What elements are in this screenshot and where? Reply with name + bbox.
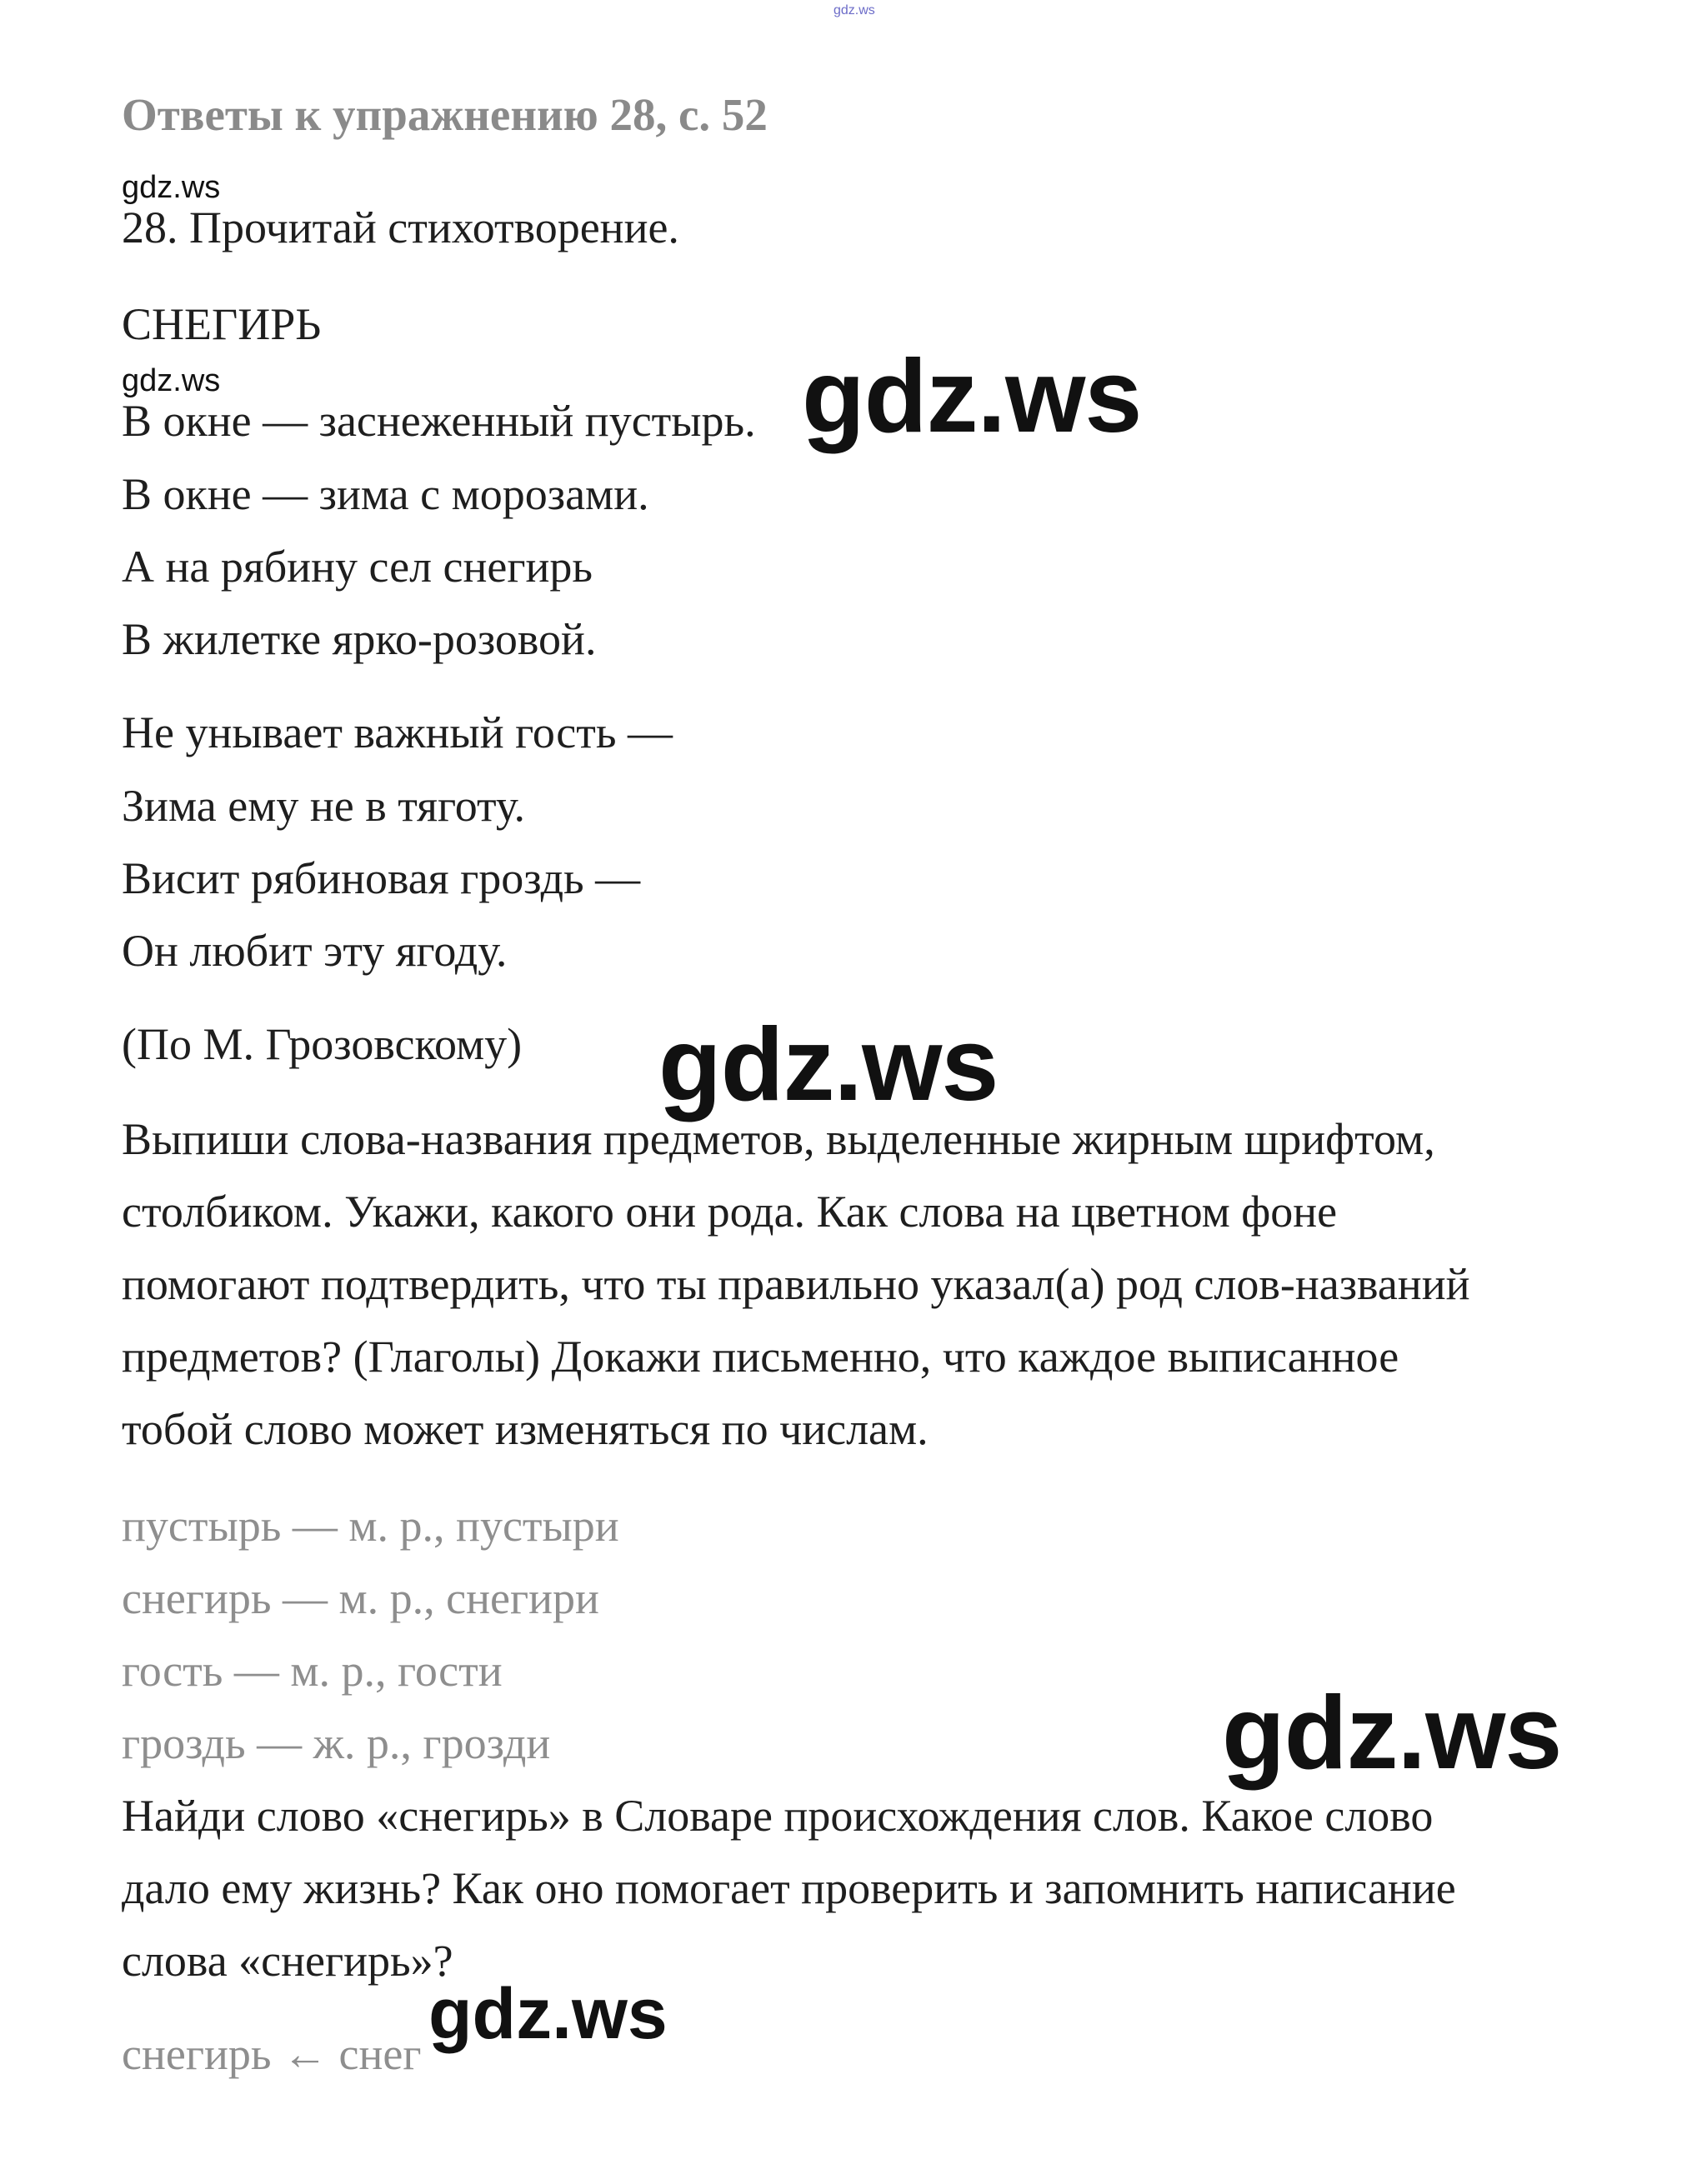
poem-line: Не унывает важный гость — (122, 707, 673, 757)
task-text-line: помогают подтвердить, что ты правильно указал(а) род слов-названий (122, 1259, 1470, 1309)
poem-line: В окне — зима с морозами. (122, 469, 649, 519)
poem-title: СНЕГИРЬ (122, 299, 322, 349)
exercise-heading: 28. Прочитай стихотворение. (122, 202, 679, 252)
page-title: Ответы к упражнению 28, с. 52 (122, 89, 768, 140)
task-text-line: слова «снегирь»? (122, 1936, 453, 1986)
answer-line: пустырь — м. р., пустыри (122, 1501, 619, 1551)
task-text-line: дало ему жизнь? Как оно помогает проверить и запомнить написание (122, 1863, 1456, 1913)
poem-line: В окне — заснеженный пустырь. (122, 396, 756, 446)
watermark-small: gdz.ws (122, 363, 221, 398)
answer-line: снегирь ← снег (122, 2029, 422, 2079)
task-text-line: Найди слово «снегирь» в Словаре происхождения слов. Какое слово (122, 1791, 1434, 1841)
watermark-large: gdz.ws (658, 1007, 999, 1122)
poem-line: В жилетке ярко-розовой. (122, 614, 597, 664)
watermark-small: gdz.ws (122, 170, 221, 205)
watermark-large: gdz.ws (1222, 1676, 1562, 1791)
poem-author: (По М. Грозовскому) (122, 1019, 523, 1069)
watermark-large: gdz.ws (802, 339, 1142, 454)
task-text-line: столбиком. Укажи, какого они рода. Как слова на цветном фоне (122, 1187, 1338, 1237)
poem-line: А на рябину сел снегирь (122, 542, 593, 592)
task-text-line: предметов? (Глаголы) Докажи письменно, что каждое выписанное (122, 1332, 1399, 1382)
answer-line: гость — м. р., гости (122, 1646, 503, 1696)
answer-line: снегирь — м. р., снегири (122, 1573, 599, 1623)
poem-line: Висит рябиновая гроздь — (122, 853, 641, 903)
task-text-line: Выпиши слова-названия предметов, выделенные жирным шрифтом, (122, 1114, 1435, 1164)
poem-line: Зима ему не в тяготу. (122, 781, 526, 831)
watermark-medium: gdz.ws (428, 1974, 668, 2054)
top-watermark: gdz.ws (833, 3, 875, 17)
poem-line: Он любит эту ягоду. (122, 926, 508, 976)
answer-line: гроздь — ж. р., грозди (122, 1718, 551, 1768)
task-text-line: тобой слово может изменяться по числам. (122, 1404, 929, 1454)
